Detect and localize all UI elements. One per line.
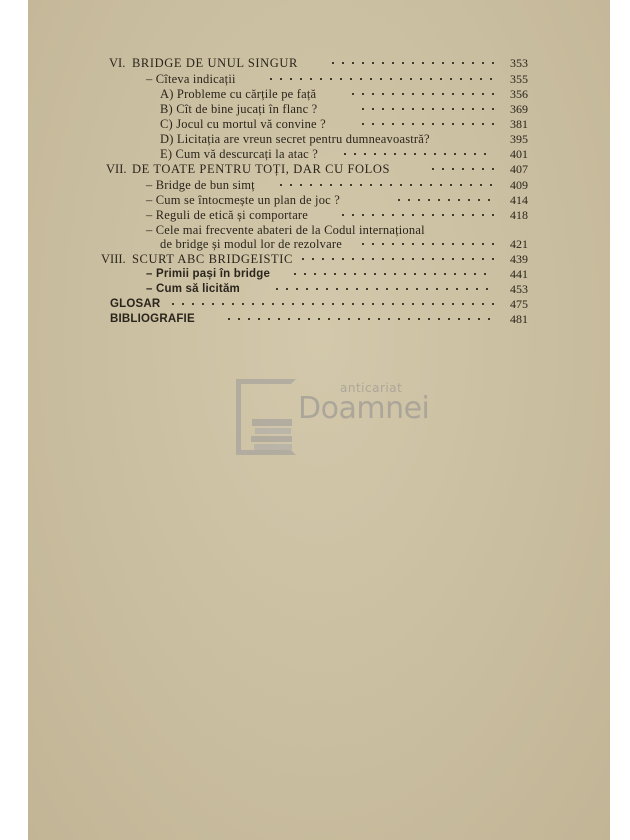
page-number: 401 bbox=[510, 147, 528, 161]
leader-dots bbox=[328, 58, 494, 68]
entry-title: E) Cum vă descurcați la atac ? bbox=[160, 147, 319, 161]
leader-dots bbox=[394, 195, 494, 205]
watermark-small-text: anticariat bbox=[340, 381, 403, 395]
page-number: 439 bbox=[510, 252, 528, 266]
entry-title: de bridge și modul lor de rezolvare bbox=[160, 237, 342, 251]
leader-dots bbox=[224, 314, 494, 324]
leader-dots bbox=[276, 180, 494, 190]
chapter-number: VI. bbox=[109, 56, 126, 70]
page-number: 421 bbox=[510, 237, 528, 251]
entry-title: GLOSAR bbox=[110, 298, 161, 310]
entry-title: B) Cît de bine jucați în flanc ? bbox=[160, 102, 318, 116]
page-number: 353 bbox=[510, 56, 528, 70]
chapter-title: DE TOATE PENTRU TOȚI, DAR CU FOLOS bbox=[132, 162, 391, 176]
page-number: 355 bbox=[510, 72, 528, 86]
entry-title: A) Probleme cu cărțile pe față bbox=[160, 87, 317, 101]
entry-title: – Cele mai frecvente abateri de la Codul internațional bbox=[146, 223, 425, 237]
entry-title: C) Jocul cu mortul vă convine ? bbox=[160, 117, 326, 131]
leader-dots bbox=[266, 74, 494, 84]
chapter-number: VII. bbox=[106, 162, 127, 176]
entry-title: – Cîteva indicații bbox=[146, 72, 236, 86]
table-of-contents bbox=[28, 0, 610, 326]
page-number: 418 bbox=[510, 208, 528, 222]
page-number: 356 bbox=[510, 87, 528, 101]
chapter-title: SCURT ABC BRIDGEISTIC bbox=[132, 252, 293, 266]
page-number: 369 bbox=[510, 102, 528, 116]
page-number: 414 bbox=[510, 193, 528, 207]
page-number: 381 bbox=[510, 117, 528, 131]
leader-dots bbox=[358, 104, 494, 114]
entry-title: – Reguli de etică și comportare bbox=[146, 208, 309, 222]
watermark-brand-text: Doamnei bbox=[298, 391, 430, 426]
entry-title: D) Licitația are vreun secret pentru dumneavoastră? bbox=[160, 132, 430, 146]
book-page bbox=[28, 0, 610, 840]
leader-dots bbox=[340, 149, 494, 159]
watermark bbox=[236, 375, 436, 465]
books-icon bbox=[250, 415, 294, 451]
leader-dots bbox=[168, 299, 494, 309]
leader-dots bbox=[428, 164, 494, 174]
page-number: 407 bbox=[510, 162, 528, 176]
entry-title: – Bridge de bun simț bbox=[146, 178, 255, 192]
entry-title: BIBLIOGRAFIE bbox=[110, 313, 195, 325]
page-number: 441 bbox=[510, 267, 528, 281]
leader-dots bbox=[338, 210, 494, 220]
leader-dots bbox=[358, 119, 494, 129]
page-number: 395 bbox=[510, 132, 528, 146]
entry-title: – Primii pași în bridge bbox=[146, 268, 271, 280]
chapter-number: VIII. bbox=[101, 252, 126, 266]
page-number: 409 bbox=[510, 178, 528, 192]
leader-dots bbox=[298, 254, 494, 264]
chapter-title: BRIDGE DE UNUL SINGUR bbox=[132, 56, 298, 70]
entry-title: – Cum se întocmește un plan de joc ? bbox=[146, 193, 340, 207]
page-number: 481 bbox=[510, 312, 528, 326]
page-number: 475 bbox=[510, 297, 528, 311]
page-number: 453 bbox=[510, 282, 528, 296]
leader-dots bbox=[290, 269, 494, 279]
leader-dots bbox=[358, 239, 494, 249]
leader-dots bbox=[348, 89, 494, 99]
leader-dots bbox=[272, 284, 494, 294]
entry-title: – Cum să licităm bbox=[146, 283, 240, 295]
